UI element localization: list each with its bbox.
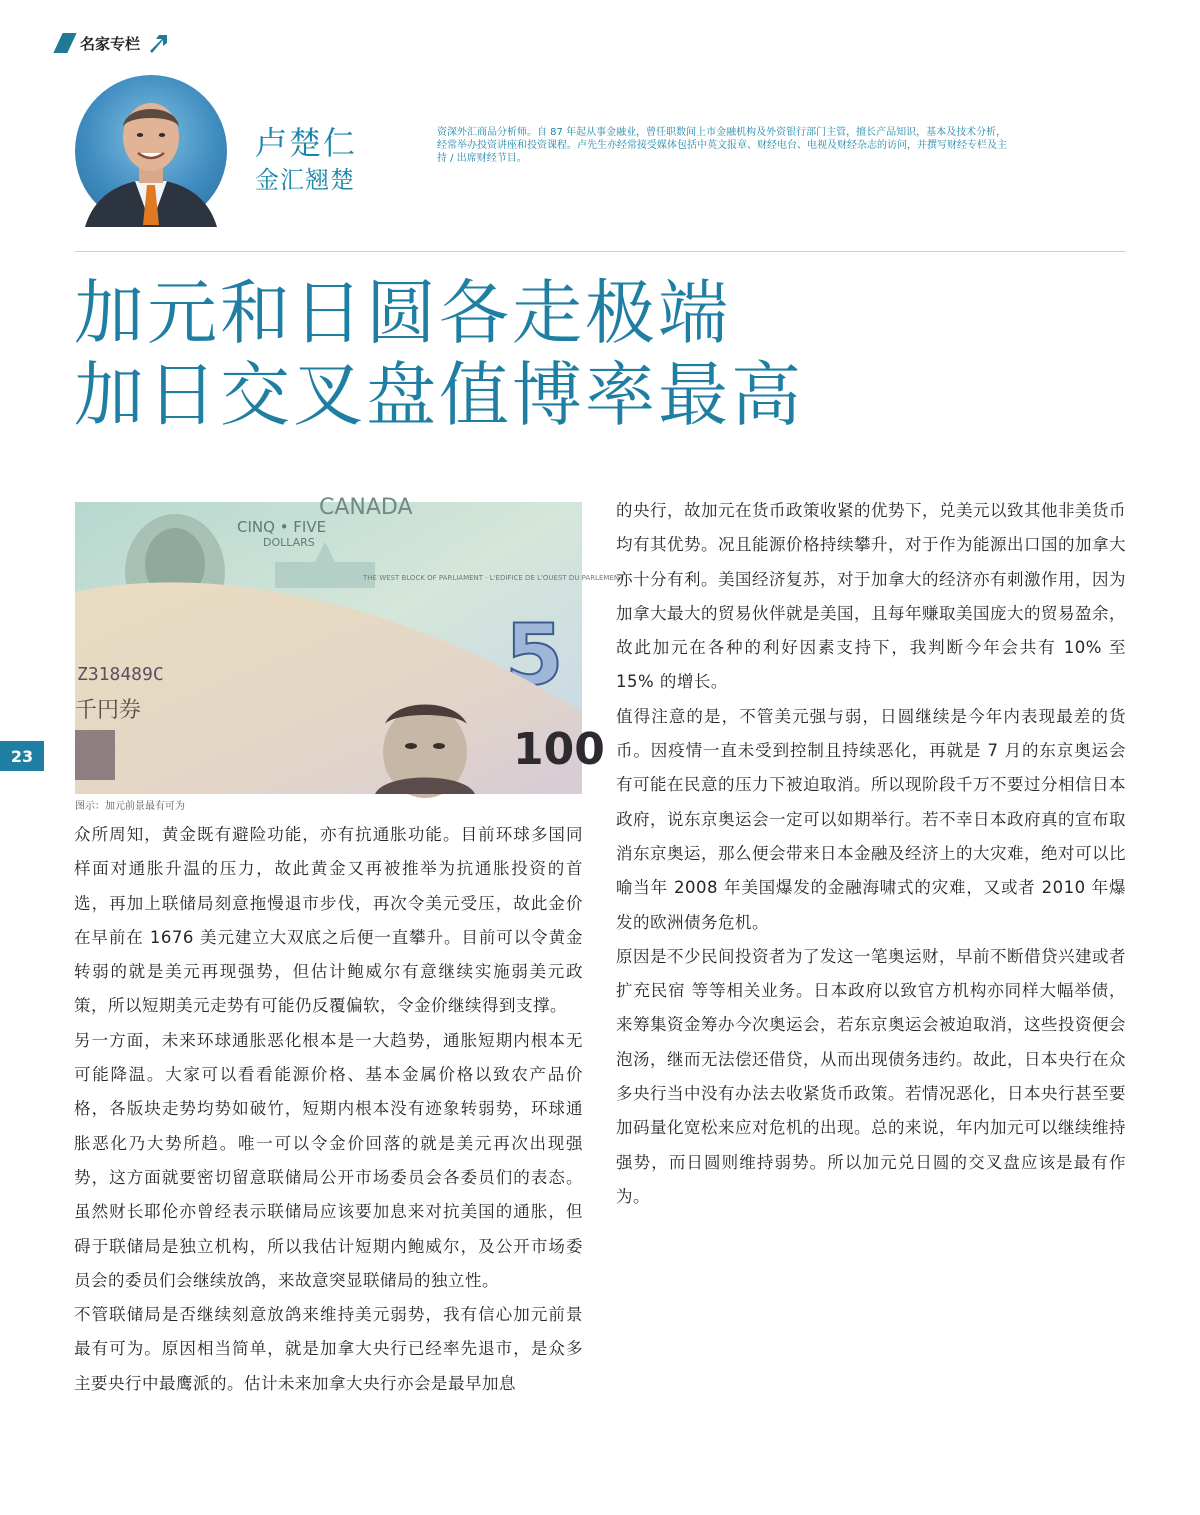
header-divider — [75, 251, 1126, 252]
paragraph: 不管联储局是否继续刻意放鸽来维持美元弱势，我有信心加元前景最有可为。原因相当简单，就是加拿大央行已经率先退市，是众多主要央行中最鹰派的。估计未来加拿大央行亦会是最早加息 — [74, 1305, 583, 1393]
headline — [74, 272, 804, 436]
paragraph: 原因是不少民间投资者为了发这一笔奥运财，早前不断借贷兴建或者扩充民宿 等等相关业务。日本政府以致官方机构亦同样大幅举债，来筹集资金筹办今次奥运会，若东京奥运会被迫取消，这些投资便会泡汤，继而无法偿还借贷，从而出现债务违约。故此，日本央行在众多央行当中没有办法去收紧货币政策。若情况恶化，日本央行甚至要加码量化宽松来应对危机的出现。总的来说，年内加元可以继续维持强势，而日圆则维持弱势。所以加元兑日圆的交叉盘应该是最有作为。 — [616, 946, 1126, 1206]
headline-line-1: 加元和日圆各走极端 — [74, 272, 731, 354]
headline-line-2: 加日交叉盘值博率最高 — [74, 354, 804, 436]
banknote-illustration — [75, 495, 624, 794]
paragraph: 众所周知，黄金既有避险功能，亦有抗通胀功能。目前环球多国同样面对通胀升温的压力，故此黄金又再被推举为抗通胀投资的首选，再加上联储局刻意拖慢退市步伐，再次令美元受压，故此金价在早前在 1676 美元建立大双底之后便一直攀升。目前可以令黄金转弱的就是美元再现强势，但估计鲍威尔有意继续实施弱美元政策，所以短期美元走势有可能仍反覆偏软，令金价继续得到支撑。 — [74, 825, 583, 1016]
author-avatar — [75, 75, 227, 227]
author-bio: 资深外汇商品分析师。自 87 年起从事金融业，曾任职数间上市金融机构及外资银行部门主管，擅长产品知识，基本及技术分析，经常举办投资讲座和投资课程。卢先生亦经常接受媒体包括中英文报章、财经电台、电视及财经杂志的访问，并撰写财经专栏及主持 / 出席财经节目。 — [437, 127, 1007, 164]
right-column — [616, 494, 1126, 1214]
note-canada-text: CANADA — [319, 495, 413, 520]
paragraph: 的央行，故加元在货币政策收紧的优势下，兑美元以致其他非美货币均有其优势。况且能源价格持续攀升，对于作为能源出口国的加拿大亦十分有利。美国经济复苏，对于加拿大的经济亦有刺激作用，因为加拿大最大的贸易伙伴就是美国，且每年赚取美国庞大的贸易盈余，故此加元在各种的利好因素支持下，我判断今年会共有 10% 至 15% 的增长。 — [616, 501, 1126, 692]
section-label: 名家专栏 — [80, 34, 141, 53]
arrow-icon — [148, 33, 168, 53]
note-parliament-text: THE WEST BLOCK OF PARLIAMENT · L'EDIFICE DE L'OUEST DU PARLEMENT — [363, 574, 624, 582]
figure-caption: 图示：加元前景最有可为 — [75, 801, 185, 812]
paragraph: 另一方面，未来环球通胀恶化根本是一大趋势，通胀短期内根本无可能降温。大家可以看看能源价格、基本金属价格以致农产品价格，各版块走势均势如破竹，短期内根本没有迹象转弱势，环球通胀恶化乃大势所趋。唯一可以令金价回落的就是美元再次出现强势，这方面就要密切留意联储局公开市场委员会各委员们的表态。虽然财长耶伦亦曾经表示联储局应该要加息来对抗美国的通胀，但碍于联储局是独立机构，所以我估计短期内鲍威尔，及公开市场委员会的委员们会继续放鸽，来故意突显联储局的独立性。 — [74, 1030, 583, 1290]
section-tag — [58, 30, 168, 56]
note-dollars-text: DOLLARS — [263, 536, 315, 549]
yen-value-text: 100 — [513, 724, 605, 775]
left-column — [74, 818, 583, 1401]
note-five-text: 5 — [505, 606, 564, 704]
page-number: 23 — [0, 741, 44, 771]
paragraph: 值得注意的是，不管美元强与弱，日圆继续是今年内表现最差的货币。因疫情一直未受到控制且持续恶化，再就是 7 月的东京奥运会有可能在民意的压力下被迫取消。所以现阶段千万不要过分相信日本政府，说东京奥运会一定可以如期举行。若不幸日本政府真的宣布取消东京奥运，那么便会带来日本金融及经济上的大灾难，绝对可以比喻当年 2008 年美国爆发的金融海啸式的灾难，又或者 2010 年爆发的欧洲债务危机。 — [616, 706, 1126, 932]
author-portrait — [75, 75, 227, 227]
slash-icon — [53, 33, 76, 53]
author-name: 卢楚仁 — [255, 124, 358, 162]
yen-text: 千円券 — [75, 698, 142, 723]
note-serial-text: Z318489C — [77, 664, 164, 685]
note-denom-text: CINQ • FIVE — [237, 518, 327, 536]
column-name: 金汇翘楚 — [255, 166, 355, 194]
banknote-image — [75, 495, 624, 794]
